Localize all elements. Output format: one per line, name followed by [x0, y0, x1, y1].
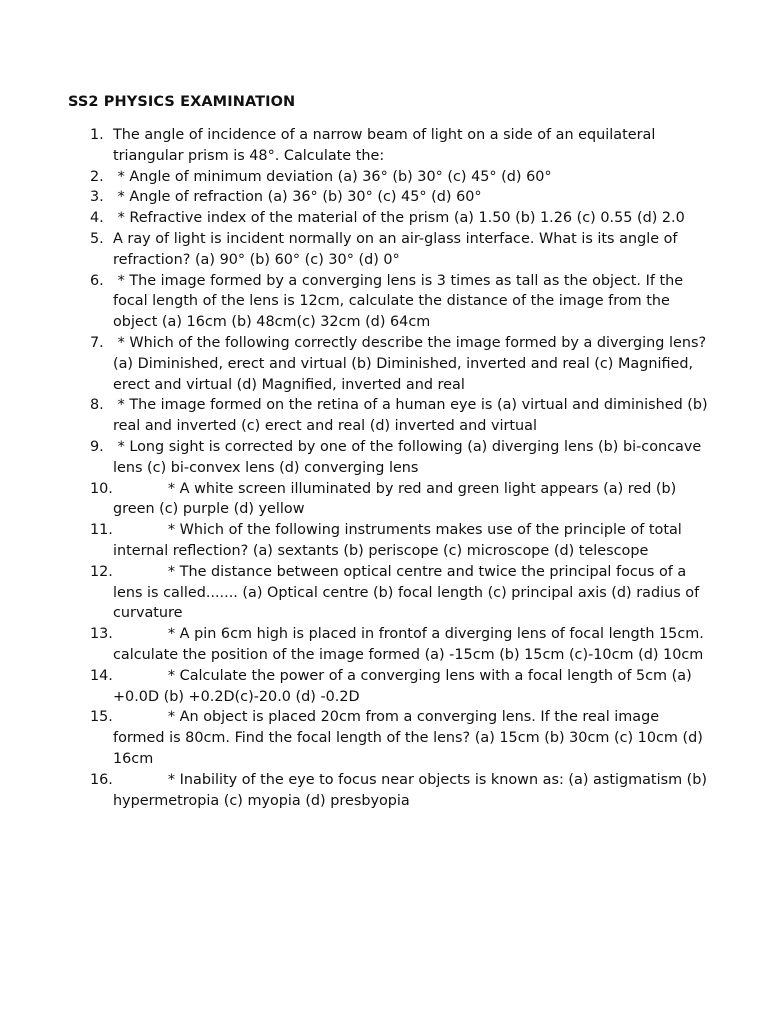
question-item: [68, 562, 708, 624]
question-text: * An object is placed 20cm from a converging lens. If the real image formed is 80cm. Find the focal length of the lens? (a) 15cm (b) 30cm (c) 10cm (d) 16cm: [113, 709, 708, 767]
question-number: 9.: [90, 438, 104, 455]
question-text: * The image formed on the retina of a human eye is (a) virtual and diminished (b) real and inverted (c) erect and real (d) inverted and virtual: [113, 397, 713, 435]
question-text: * The image formed by a converging lens is 3 times as tall as the object. If the focal length of the lens is 12cm, calculate the distance of the image from the object (a) 16cm (b) 48cm(c) 32cm (d) 64cm: [113, 272, 688, 331]
question-text: * A white screen illuminated by red and green light appears (a) red (b) green (c) purple (d) yellow: [113, 480, 681, 518]
question-text: * Refractive index of the material of the prism (a) 1.50 (b) 1.26 (c) 0.55 (d) 2.0: [113, 210, 685, 227]
question-item: [68, 167, 708, 188]
question-number: 6.: [90, 272, 104, 289]
question-number: 13.: [90, 626, 113, 643]
question-number: 5.: [90, 230, 104, 247]
question-text: * The distance between optical centre and twice the principal focus of a lens is called....... (a) Optical centre (b) focal length (c) principal axis (d) radius of curvature: [113, 563, 704, 622]
question-item: [68, 208, 708, 229]
question-text: * Angle of refraction (a) 36° (b) 30° (c) 45° (d) 60°: [113, 189, 482, 206]
question-item: [68, 187, 708, 208]
page-title: SS2 PHYSICS EXAMINATION: [68, 94, 296, 110]
question-number: 14.: [90, 667, 113, 684]
question-text: * Inability of the eye to focus near objects is known as: (a) astigmatism (b) hypermetropia (c) myopia (d) presbyopia: [113, 771, 712, 809]
question-item: [68, 437, 708, 479]
question-item: [68, 520, 708, 562]
question-number: 12.: [90, 563, 113, 580]
question-number: 1.: [90, 127, 104, 143]
question-number: 16.: [90, 771, 113, 788]
question-item: [68, 229, 708, 271]
question-text: * Angle of minimum deviation (a) 36° (b) 30° (c) 45° (d) 60°: [113, 168, 552, 185]
question-item: [68, 770, 712, 812]
question-text: * A pin 6cm high is placed in frontof a diverging lens of focal length 15cm. calculate the position of the image formed (a) -15cm (b) 15cm (c)-10cm (d) 10cm: [113, 626, 709, 663]
question-item: [68, 271, 708, 333]
question-item: [68, 125, 708, 167]
question-number: 4.: [90, 210, 104, 227]
question-number: 10.: [90, 480, 113, 497]
question-text: The angle of incidence of a narrow beam of light on a side of an equilateral triangular prism is 48°. Calculate the:: [113, 127, 660, 164]
question-item: [68, 624, 708, 666]
question-number: 7.: [90, 334, 104, 351]
question-text: * Calculate the power of a converging lens with a focal length of 5cm (a) +0.0D (b) +0.2D(c)-20.0 (d) -0.2D: [113, 667, 697, 705]
question-number: 2.: [90, 168, 104, 185]
question-number: 3.: [90, 189, 104, 206]
question-item: [68, 395, 713, 437]
question-list: [68, 125, 713, 811]
question-number: 8.: [90, 397, 104, 414]
question-item: [68, 707, 708, 769]
exam-page: [68, 92, 713, 811]
question-number: 15.: [90, 709, 113, 726]
question-number: 11.: [90, 522, 113, 539]
question-item: [68, 333, 711, 395]
question-item: [68, 666, 708, 708]
question-item: [68, 479, 708, 521]
question-text: A ray of light is incident normally on an air-glass interface. What is its angle of refraction? (a) 90° (b) 60° (c) 30° (d) 0°: [113, 230, 683, 268]
question-text: * Which of the following instruments makes use of the principle of total internal reflection? (a) sextants (b) periscope (c) microscope (d) telescope: [113, 522, 687, 559]
question-text: * Which of the following correctly describe the image formed by a diverging lens? (a) Diminished, erect and virtual (b) Diminished, inverted and real (c) Magnified, erect and virtual (d) Magnified, inverted and real: [113, 334, 711, 393]
question-text: * Long sight is corrected by one of the following (a) diverging lens (b) bi-concave lens (c) bi-convex lens (d) converging lens: [113, 438, 706, 476]
